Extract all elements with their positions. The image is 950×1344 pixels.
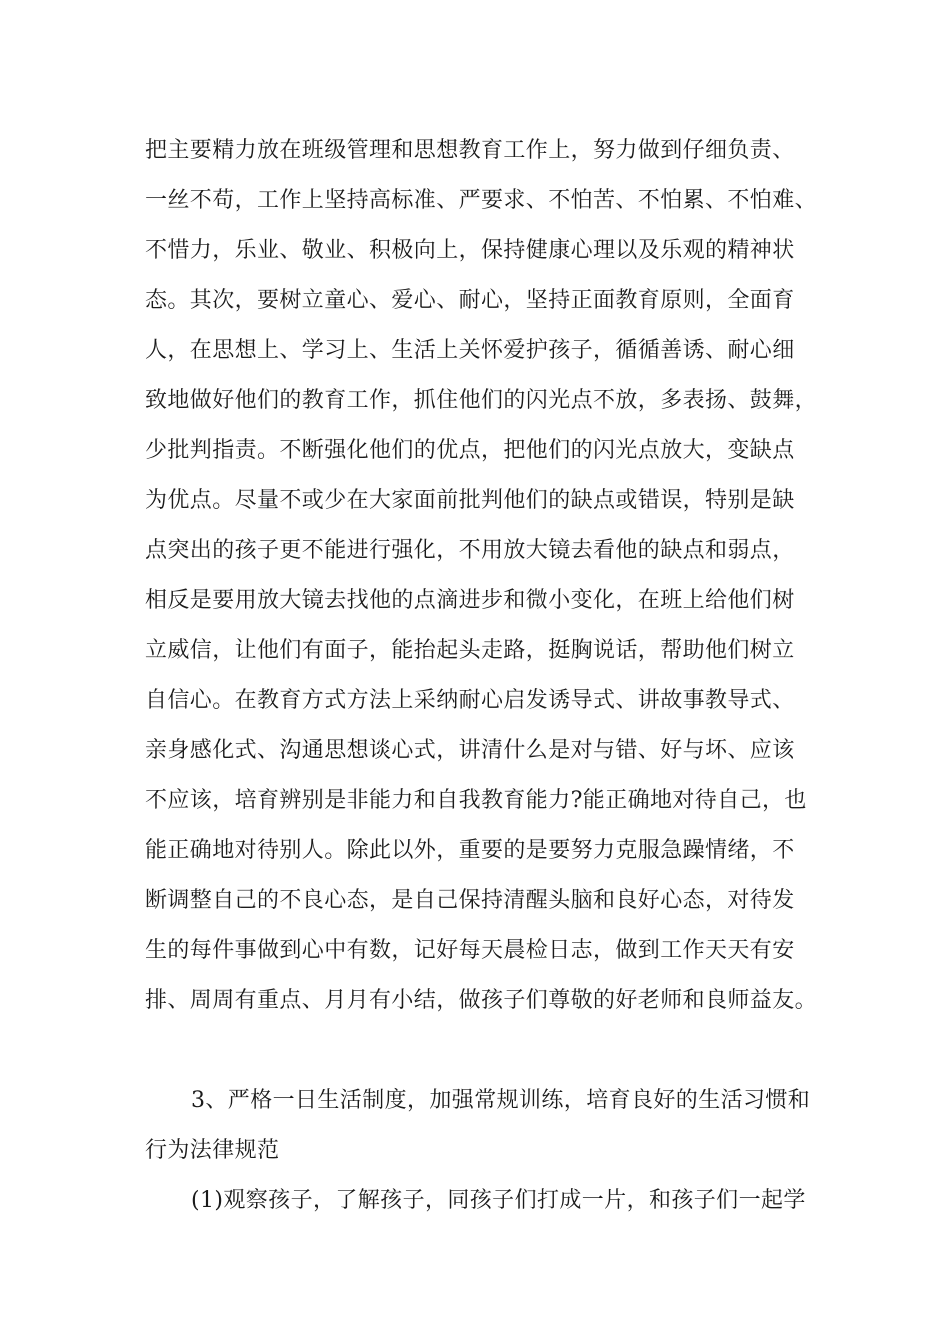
paragraph-line: 态。其次，要树立童心、爱心、耐心，坚持正面教育原则，全面育	[145, 288, 795, 313]
paragraph-line: 自信心。在教育方式方法上采纳耐心启发诱导式、讲故事教导式、	[145, 688, 795, 713]
list-item-line: (1)观察孩子，了解孩子，同孩子们打成一片，和孩子们一起学	[191, 1188, 806, 1213]
paragraph-line: 人，在思想上、学习上、生活上关怀爱护孩子，循循善诱、耐心细	[145, 338, 795, 363]
paragraph-line: 不惜力，乐业、敬业、积极向上，保持健康心理以及乐观的精神状	[145, 238, 795, 263]
paragraph-line: 把主要精力放在班级管理和思想教育工作上，努力做到仔细负责、	[145, 138, 795, 163]
section-heading-line: 3、严格一日生活制度，加强常规训练，培育良好的生活习惯和	[191, 1088, 811, 1113]
paragraph-line: 一丝不苟，工作上坚持高标准、严要求、不怕苦、不怕累、不怕难、	[145, 188, 818, 213]
paragraph-line: 少批判指责。不断强化他们的优点，把他们的闪光点放大，变缺点	[145, 438, 795, 463]
paragraph-line: 不应该，培育辨别是非能力和自我教育能力?能正确地对待自己，也	[145, 788, 807, 813]
paragraph-line: 致地做好他们的教育工作，抓住他们的闪光点不放，多表扬、鼓舞，	[145, 388, 818, 413]
paragraph-line: 亲身感化式、沟通思想谈心式，讲清什么是对与错、好与坏、应该	[145, 738, 795, 763]
paragraph-line: 生的每件事做到心中有数，记好每天晨检日志，做到工作天天有安	[145, 938, 795, 963]
paragraph-line: 排、周周有重点、月月有小结，做孩子们尊敬的好老师和良师益友。	[145, 988, 818, 1013]
paragraph-line: 相反是要用放大镜去找他的点滴进步和微小变化，在班上给他们树	[145, 588, 795, 613]
paragraph-line: 立威信，让他们有面子，能抬起头走路，挺胸说话，帮助他们树立	[145, 638, 795, 663]
paragraph-line: 能正确地对待别人。除此以外，重要的是要努力克服急躁情绪，不	[145, 838, 795, 863]
paragraph-line: 断调整自己的不良心态，是自己保持清醒头脑和良好心态，对待发	[145, 888, 795, 913]
paragraph-line: 为优点。尽量不或少在大家面前批判他们的缺点或错误，特别是缺	[145, 488, 795, 513]
paragraph-line: 点突出的孩子更不能进行强化，不用放大镜去看他的缺点和弱点，	[145, 538, 795, 563]
section-heading-line: 行为法律规范	[145, 1138, 280, 1163]
